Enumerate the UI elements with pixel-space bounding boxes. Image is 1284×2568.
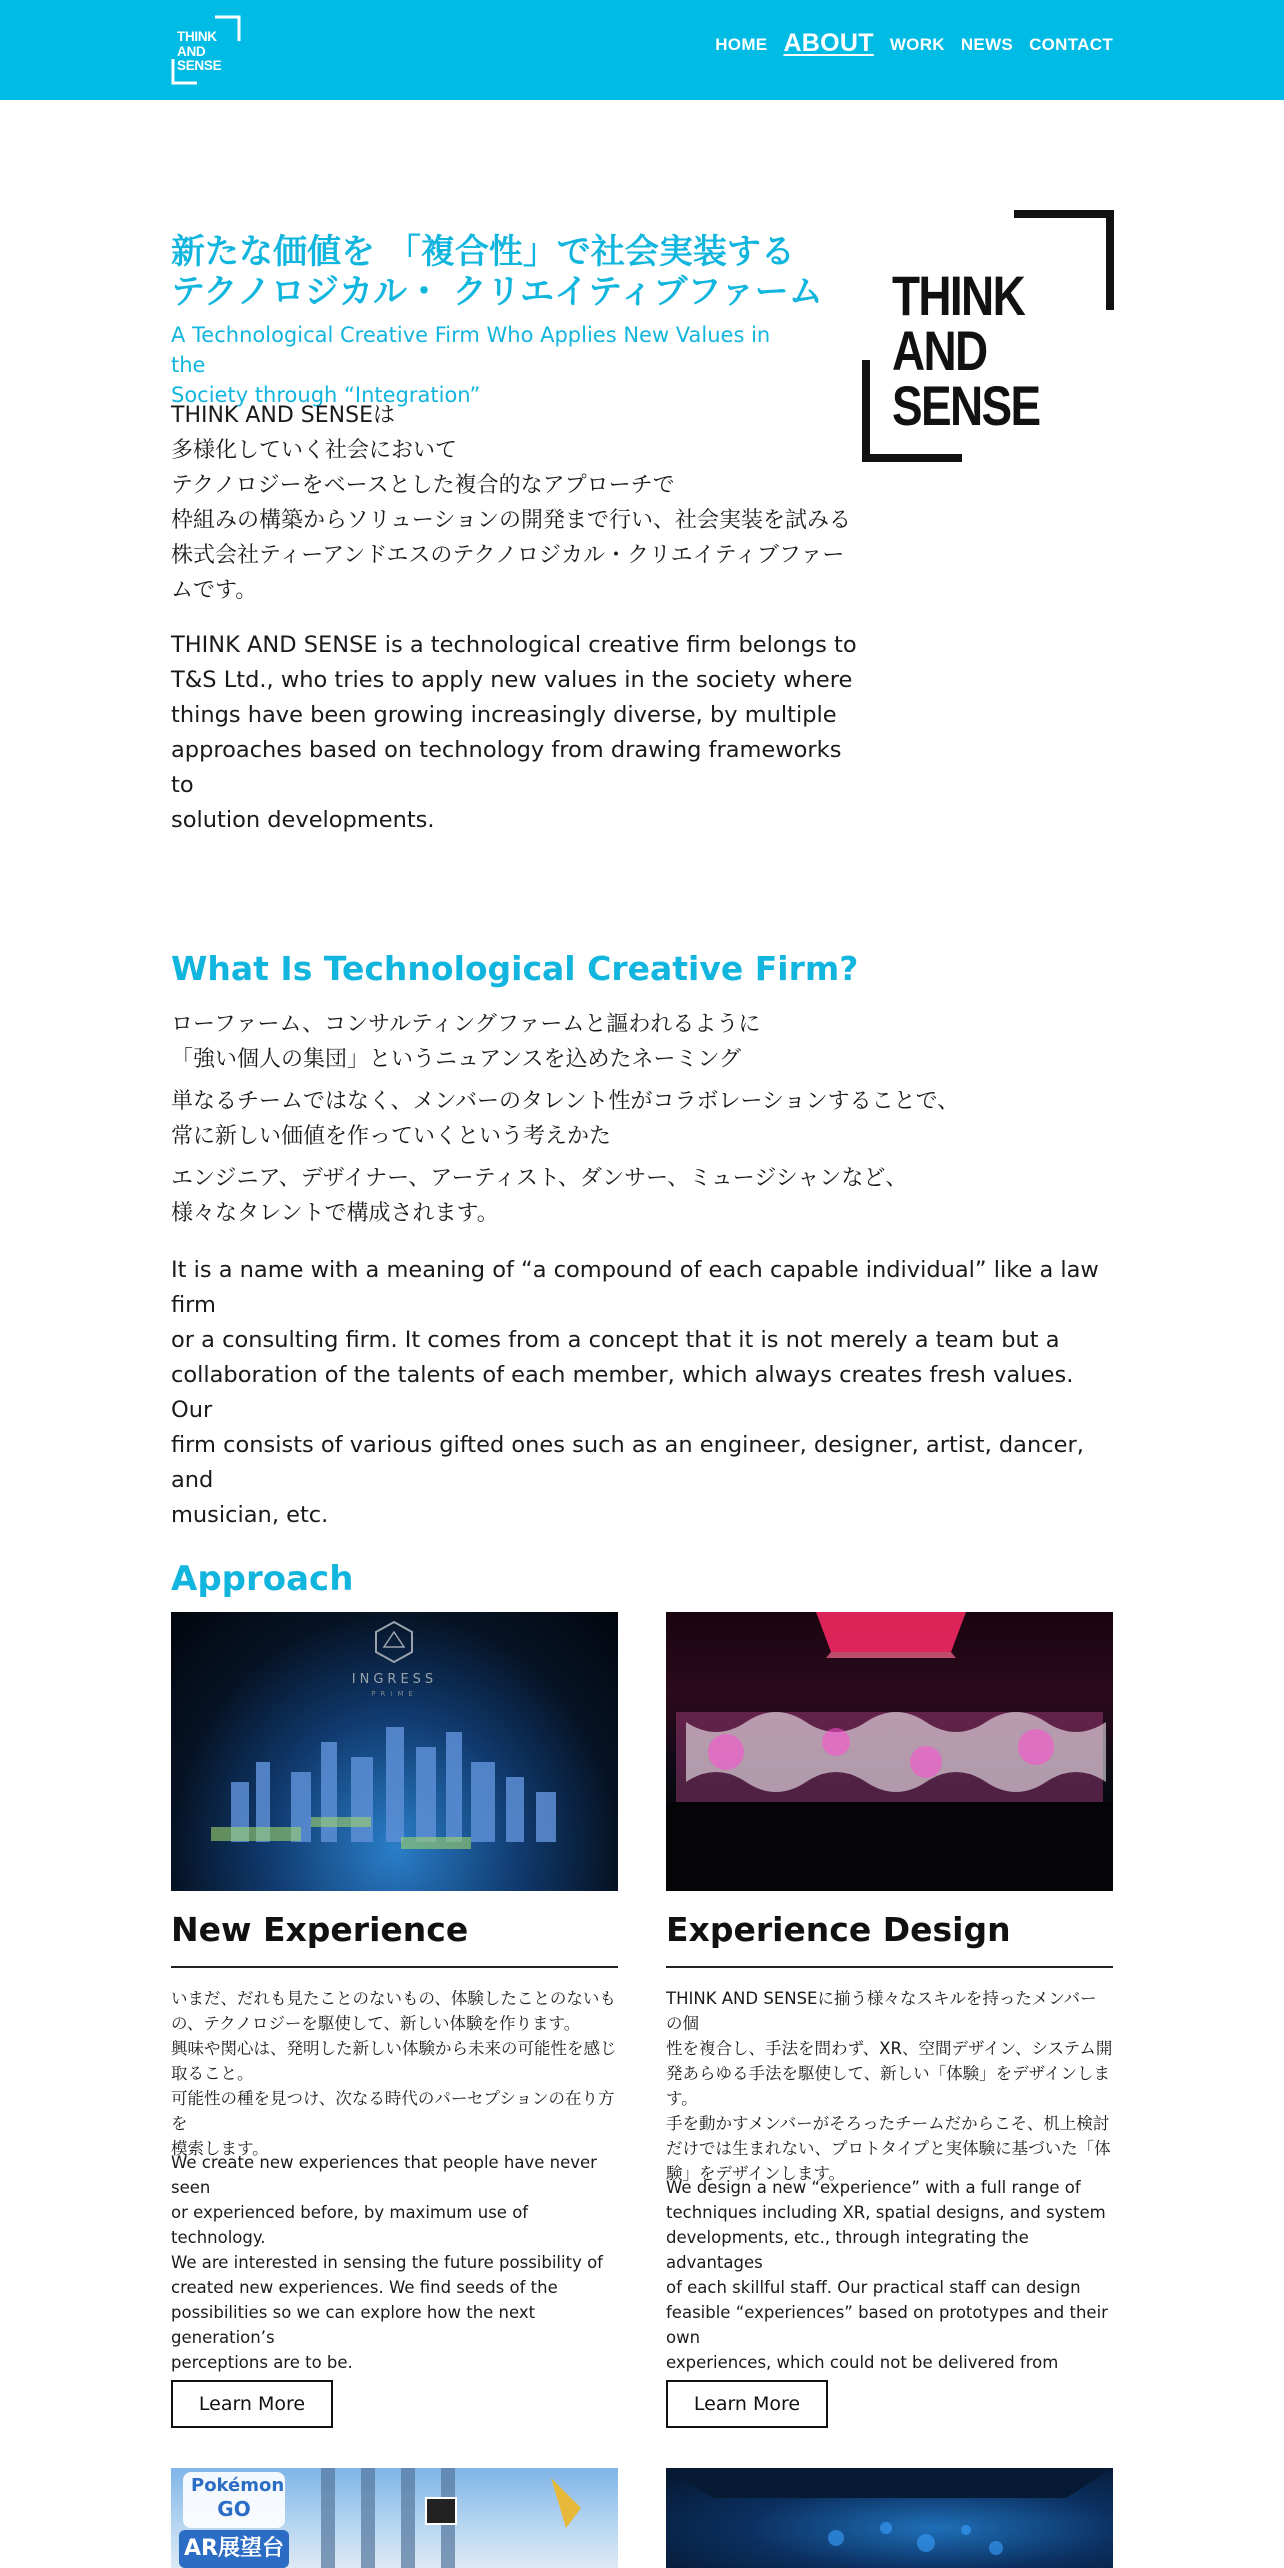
card-title: Experience Design (666, 1910, 1011, 1949)
approach-card-4 (666, 2468, 1113, 2568)
site-logo[interactable] (171, 15, 241, 85)
brand-logo-wordmark: THINK AND SENSE (892, 264, 1040, 437)
ingress-caption-sub: PRIME (371, 1690, 418, 1698)
learn-more-button[interactable]: Learn More (171, 2380, 333, 2428)
nav-news[interactable]: NEWS (960, 35, 1014, 54)
card-title: New Experience (171, 1910, 469, 1949)
approach-title: Approach (171, 1559, 354, 1599)
blue-room-illustration (666, 2468, 1113, 2568)
intro-subtitle: A Technological Creative Firm Who Applies New Values in the Society through “Integration” (171, 323, 771, 407)
nav-work[interactable]: WORK (889, 35, 945, 54)
pokemon-badge-ar: AR展望台 (184, 2536, 284, 2561)
experience-design-image[interactable] (666, 1612, 1113, 1891)
nav-about[interactable]: ABOUT (783, 29, 874, 57)
intro-description-ja: THINK AND SENSEは 多様化していく社会において テクノロジーをベースとした複合的なアプローチで 枠組みの構築からソリューションの開発まで行い、社会実装を試みる 株式会社ティーアンドエスのテクノロジカル・クリエイティブファー ムです。 (171, 403, 852, 603)
pokemon-go-image[interactable] (171, 2468, 618, 2568)
whatis-paragraph-ja-3: エンジニア、デザイナー、アーティスト、ダンサー、ミュージシャンなど、 様々なタレントで構成されます。 (171, 1166, 908, 1226)
main-nav (715, 29, 1113, 58)
card-description-en: We create new experiences that people have never seen or experienced before, by maximum use of technology. We are interested in sensing the future possibility of created new experiences. We find seeds of the possibilities so we can explore how the next generation’s perceptions are to be. (171, 2153, 603, 2372)
card-divider (171, 1966, 618, 1968)
pokemon-badge-title: Pokémon (191, 2475, 285, 2496)
card-divider (666, 1966, 1113, 1968)
card-description-ja: いまだ、だれも見たことのないもの、体験したことのないも の、テクノロジーを駆使して、新しい体験を作ります。 興味や関心は、発明した新しい体験から未来の可能性を感じ 取ること。 可能性の種を見つけ、次なる時代のパーセプションの在り方を 模索します。 (171, 1989, 617, 2158)
card-description-en: We design a new “experience” with a full range of techniques including XR, spatial designs, and system developments, etc., through integrating the advantages of each skillful staff. Our practical staff can design feasible “experiences” based on prototypes and their own experiences, which could not be delivered from (666, 2178, 1108, 2372)
intro-description-en: THINK AND SENSE is a technological creative firm belongs to T&S Ltd., who tries to apply new values in the society where things have been growing increasingly diverse, by multiple approaches based on technology from drawing frameworks to solution developments. (171, 632, 857, 833)
immersive-room-illustration (666, 1612, 1113, 1891)
brand-logo-large (862, 210, 1114, 462)
site-header (0, 0, 1284, 100)
whatis-paragraph-ja-2: 単なるチームではなく、メンバーのタレント性がコラボレーションすることで、 常に新しい価値を作っていくという考えかた (171, 1089, 960, 1149)
whatis-paragraph-en: It is a name with a meaning of “a compound of each capable individual” like a law firm or a consulting firm. It comes from a concept that it is not merely a team but a collaboration of the talents of each member, which always creates fresh values. Our firm consists of various gifted ones such as an engineer, designer, artist, dancer, and musician, etc. (171, 1257, 1099, 1528)
nav-contact[interactable]: CONTACT (1029, 35, 1113, 54)
learn-more-button[interactable]: Learn More (666, 2380, 828, 2428)
city-model-illustration (171, 1612, 618, 1891)
new-experience-image[interactable] (171, 1612, 618, 1891)
pokemon-badge-go: GO (217, 2497, 251, 2521)
approach-card-experience-design (666, 1612, 1113, 2432)
whatis-paragraph-ja-1: ローファーム、コンサルティングファームと謳われるように 「強い個人の集団」というニュアンスを込めたネーミング (171, 1012, 761, 1072)
nav-home[interactable]: HOME (715, 35, 768, 54)
blue-room-image[interactable] (666, 2468, 1113, 2568)
logo-wordmark: THINK AND SENSE (177, 29, 222, 73)
intro-title: 新たな価値を 「複合性」で社会実装する テクノロジカル・ クリエイティブファーム (171, 232, 823, 312)
approach-card-new-experience (171, 1612, 618, 2432)
card-description-ja: THINK AND SENSEに揃う様々なスキルを持ったメンバーの個 性を複合し、手法を問わず、XR、空間デザイン、システム開 発あらゆる手法を駆使して、新しい「体験」をデザインしま す。 手を動かすメンバーがそろったチームだからこそ、机上検討 だけでは生まれない、プロトタイプと実体験に基づいた「体 験」をデザインします。 (666, 1989, 1113, 2183)
whatis-title: What Is Technological Creative Firm? (171, 949, 859, 988)
approach-card-3 (171, 2468, 618, 2568)
ingress-caption: INGRESS (351, 1672, 438, 1687)
